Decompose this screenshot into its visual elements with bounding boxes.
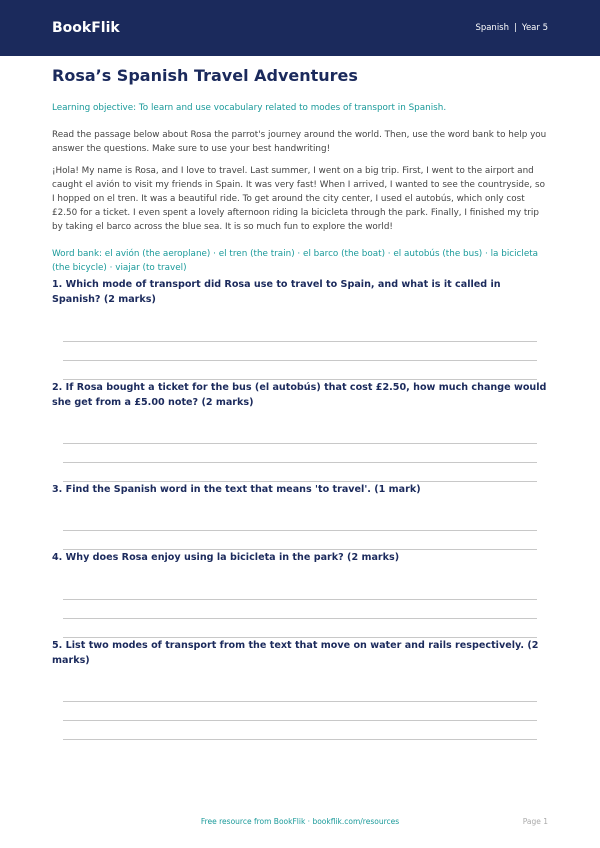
answer-line[interactable] bbox=[63, 720, 537, 721]
question-1: 1. Which mode of transport did Rosa use to travel to Spain, and what is it called in Spanish? (2 marks) bbox=[52, 279, 501, 305]
answer-line[interactable] bbox=[63, 530, 537, 531]
answer-line[interactable] bbox=[63, 599, 537, 600]
word-bank: Word bank: el avión (the aeroplane) · el tren (the train) · el barco (the boat) · el autobús (the bus) · la bicicleta (the bicycle) · viajar (to travel) bbox=[52, 249, 539, 273]
answer-line[interactable] bbox=[63, 360, 537, 361]
subject-year-label bbox=[475, 23, 548, 33]
question-4: 4. Why does Rosa enjoy using la bicicleta in the park? (2 marks) bbox=[52, 552, 400, 563]
reading-passage: ¡Hola! My name is Rosa, and I love to travel. Last summer, I went on a big trip. First, I went to the airport and caught el avión to visit my friends in Spain. It was very fast! When I arrived, I wanted to see the countryside, so I hopped on el tren. It was a beautiful ride. To get around the city center, I used el autobús, which only cost £2.50 for a ticket. I even spent a lovely afternoon riding la bicicleta through the park. Finally, I finished my trip by taking el barco across the blue sea. It is so much fun to explore the world! bbox=[52, 166, 545, 232]
header-separator: | bbox=[514, 23, 517, 33]
page-number: Page 1 bbox=[522, 817, 548, 826]
answer-line[interactable] bbox=[63, 701, 537, 702]
brand-logo: BookFlik bbox=[52, 20, 120, 36]
worksheet-title: Rosa’s Spanish Travel Adventures bbox=[52, 66, 358, 85]
learning-objective: Learning objective: To learn and use vocabulary related to modes of transport in Spanish. bbox=[52, 103, 447, 113]
subject-label: Spanish bbox=[475, 23, 510, 33]
answer-line[interactable] bbox=[63, 739, 537, 740]
question-2: 2. If Rosa bought a ticket for the bus (el autobús) that cost £2.50, how much change would she get from a £5.00 note? (2 marks) bbox=[52, 382, 547, 408]
answer-line[interactable] bbox=[63, 618, 537, 619]
question-3: 3. Find the Spanish word in the text that means 'to travel'. (1 mark) bbox=[52, 484, 421, 495]
question-5: 5. List two modes of transport from the text that move on water and rails respectively. (2 marks) bbox=[52, 640, 539, 666]
answer-line[interactable] bbox=[63, 443, 537, 444]
answer-line[interactable] bbox=[63, 341, 537, 342]
worksheet-body bbox=[0, 66, 600, 275]
footer-credit: Free resource from BookFlik · bookflik.com/resources bbox=[200, 817, 400, 826]
instructions-text: Read the passage below about Rosa the parrot's journey around the world. Then, use the word bank to help you answer the questions. Make sure to use your best handwriting! bbox=[52, 130, 547, 154]
year-label: Year 5 bbox=[521, 23, 548, 33]
page-header bbox=[0, 0, 600, 56]
answer-line[interactable] bbox=[63, 462, 537, 463]
